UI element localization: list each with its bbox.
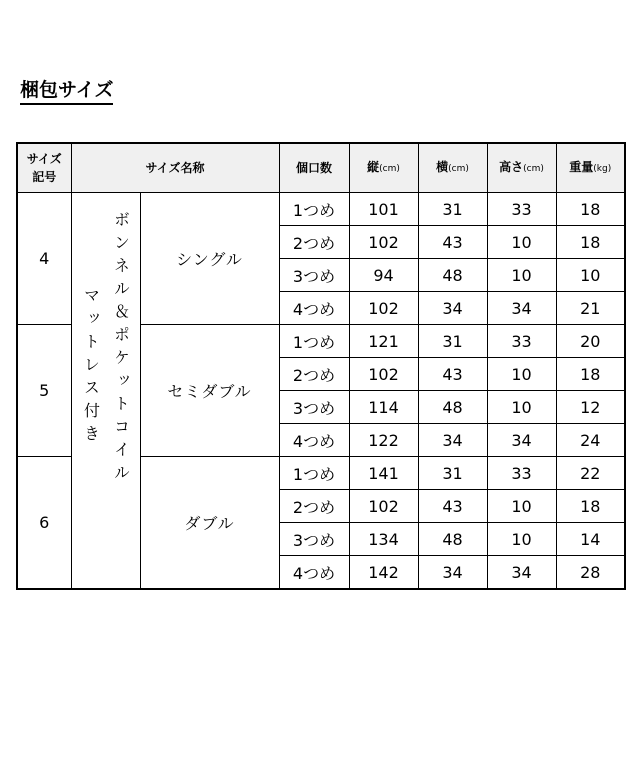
pieces-cell: 2つめ: [279, 226, 349, 259]
header-size-code: [17, 143, 71, 193]
header-height-label: 高さ: [499, 160, 524, 174]
weight-cell: 20: [556, 325, 625, 358]
pieces-cell: 4つめ: [279, 292, 349, 325]
header-row: [17, 143, 625, 193]
length-cell: 142: [349, 556, 418, 590]
feature-cell: [71, 193, 140, 590]
width-cell: 31: [418, 457, 487, 490]
header-pieces: 個口数: [279, 143, 349, 193]
pieces-cell: 3つめ: [279, 391, 349, 424]
pieces-cell: 1つめ: [279, 325, 349, 358]
width-cell: 48: [418, 523, 487, 556]
feature-text-mattress: マットレス付き: [81, 287, 101, 448]
size-name-cell: セミダブル: [140, 325, 279, 457]
length-cell: 122: [349, 424, 418, 457]
header-length-label: 縦: [367, 160, 380, 174]
size-code-cell: 4: [17, 193, 71, 325]
header-height-unit: (cm): [523, 164, 544, 174]
length-cell: 102: [349, 226, 418, 259]
width-cell: 48: [418, 391, 487, 424]
width-cell: 34: [418, 556, 487, 590]
width-cell: 31: [418, 325, 487, 358]
length-cell: 134: [349, 523, 418, 556]
length-cell: 141: [349, 457, 418, 490]
pieces-cell: 1つめ: [279, 193, 349, 226]
width-cell: 43: [418, 490, 487, 523]
header-width: [418, 143, 487, 193]
page-title: 梱包サイズ: [20, 78, 113, 105]
height-cell: 10: [487, 259, 556, 292]
weight-cell: 21: [556, 292, 625, 325]
size-name-cell: ダブル: [140, 457, 279, 590]
table-row: [17, 193, 625, 226]
header-length-unit: (cm): [379, 164, 400, 174]
length-cell: 101: [349, 193, 418, 226]
weight-cell: 28: [556, 556, 625, 590]
weight-cell: 18: [556, 226, 625, 259]
length-cell: 102: [349, 292, 418, 325]
height-cell: 10: [487, 490, 556, 523]
height-cell: 10: [487, 358, 556, 391]
weight-cell: 24: [556, 424, 625, 457]
header-height: [487, 143, 556, 193]
pieces-cell: 1つめ: [279, 457, 349, 490]
length-cell: 121: [349, 325, 418, 358]
weight-cell: 12: [556, 391, 625, 424]
header-length: [349, 143, 418, 193]
feature-text-coil: ボンネル＆ポケットコイル: [111, 211, 131, 487]
weight-cell: 18: [556, 193, 625, 226]
width-cell: 48: [418, 259, 487, 292]
height-cell: 34: [487, 424, 556, 457]
length-cell: 102: [349, 490, 418, 523]
pieces-cell: 4つめ: [279, 556, 349, 590]
pieces-cell: 3つめ: [279, 259, 349, 292]
header-size-code-line1: サイズ: [26, 152, 62, 166]
width-cell: 34: [418, 424, 487, 457]
weight-cell: 14: [556, 523, 625, 556]
width-cell: 43: [418, 358, 487, 391]
pieces-cell: 4つめ: [279, 424, 349, 457]
height-cell: 33: [487, 457, 556, 490]
width-cell: 31: [418, 193, 487, 226]
size-code-cell: 6: [17, 457, 71, 590]
width-cell: 34: [418, 292, 487, 325]
height-cell: 10: [487, 391, 556, 424]
height-cell: 34: [487, 556, 556, 590]
height-cell: 33: [487, 325, 556, 358]
header-size-name: サイズ名称: [71, 143, 279, 193]
size-code-cell: 5: [17, 325, 71, 457]
packing-size-table: [16, 142, 626, 590]
width-cell: 43: [418, 226, 487, 259]
weight-cell: 18: [556, 358, 625, 391]
size-name-cell: シングル: [140, 193, 279, 325]
header-weight-unit: (kg): [593, 164, 612, 174]
length-cell: 102: [349, 358, 418, 391]
weight-cell: 22: [556, 457, 625, 490]
weight-cell: 18: [556, 490, 625, 523]
pieces-cell: 3つめ: [279, 523, 349, 556]
height-cell: 10: [487, 523, 556, 556]
header-weight-label: 重量: [569, 160, 594, 174]
header-width-label: 横: [436, 160, 449, 174]
header-size-code-line2: 記号: [32, 170, 57, 184]
height-cell: 34: [487, 292, 556, 325]
pieces-cell: 2つめ: [279, 358, 349, 391]
header-width-unit: (cm): [448, 164, 469, 174]
header-weight: [556, 143, 625, 193]
weight-cell: 10: [556, 259, 625, 292]
height-cell: 10: [487, 226, 556, 259]
pieces-cell: 2つめ: [279, 490, 349, 523]
length-cell: 114: [349, 391, 418, 424]
length-cell: 94: [349, 259, 418, 292]
height-cell: 33: [487, 193, 556, 226]
